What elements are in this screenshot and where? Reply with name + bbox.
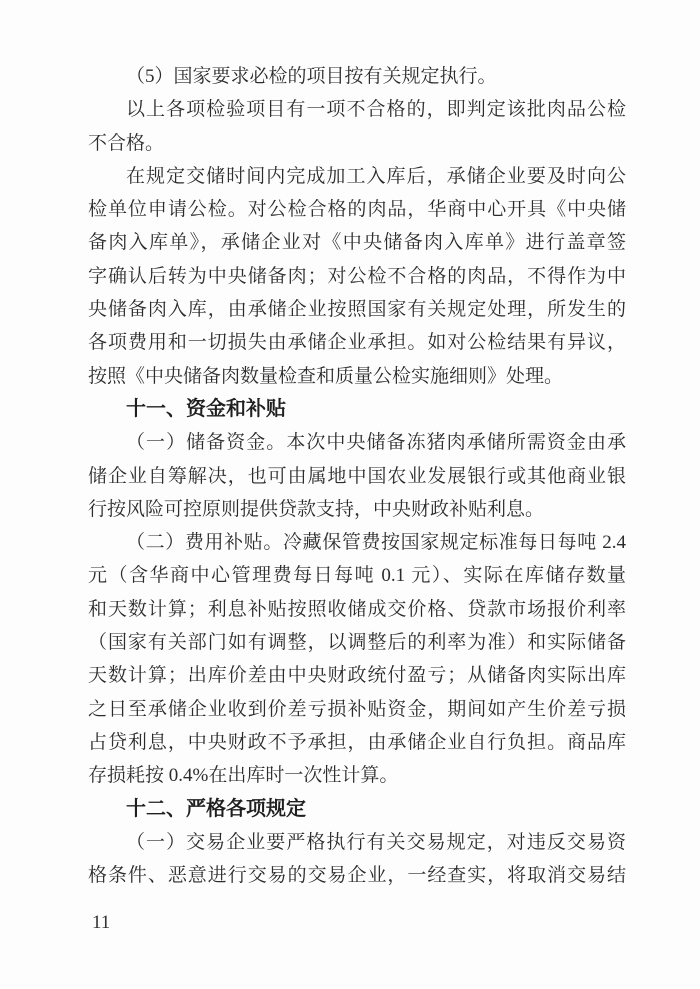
text-line: 字确认后转为中央储备肉；对公检不合格的肉品，不得作为中: [88, 265, 626, 287]
text-line: 以上各项检验项目有一项不合格的，即判定该批肉品公检: [126, 99, 626, 121]
text-line: 备肉入库单》，承储企业对《中央储备肉入库单》进行盖章签: [88, 232, 626, 254]
text-line: 检单位申请公检。对公检合格的肉品，华商中心开具《中央储: [88, 199, 626, 221]
text-line: 行按风险可控原则提供贷款支持，中央财政补贴利息。: [88, 498, 545, 520]
section-heading: 十一、资金和补贴: [126, 397, 286, 420]
text-line: 存损耗按 0.4%在出库时一次性计算。: [88, 765, 399, 787]
text-line: （一）交易企业要严格执行有关交易规定，对违反交易资: [126, 831, 626, 853]
text-line: （5）国家要求必检的项目按有关规定执行。: [126, 66, 497, 87]
text-line: 元（含华商中心管理费每日每吨 0.1 元）、实际在库储存数量: [88, 565, 626, 587]
text-line: 占贷利息，中央财政不予承担，由承储企业自行负担。商品库: [88, 731, 626, 753]
text-line: 各项费用和一切损失由承储企业承担。如对公检结果有异议，: [88, 332, 626, 354]
text-line: （二）费用补贴。冷藏保管费按国家规定标准每日每吨 2.4: [126, 532, 626, 554]
text-line: 央储备肉入库，由承储企业按照国家有关规定处理，所发生的: [88, 299, 626, 321]
section-heading: 十二、严格各项规定: [126, 797, 306, 820]
text-line: （国家有关部门如有调整，以调整后的利率为准）和实际储备: [88, 632, 626, 654]
text-line: 之日至承储企业收到价差亏损补贴资金，期间如产生价差亏损: [88, 698, 626, 720]
text-line: 格条件、恶意进行交易的交易企业，一经查实，将取消交易结: [88, 865, 626, 887]
text-line: 和天数计算；利息补贴按照收储成交价格、贷款市场报价利率: [88, 598, 626, 620]
text-line: 不合格。: [88, 132, 165, 154]
text-line: 在规定交储时间内完成加工入库后，承储企业要及时向公: [126, 165, 626, 187]
text-line: 天数计算；出库价差由中央财政统付盈亏；从储备肉实际出库: [88, 665, 626, 687]
text-line: 储企业自筹解决，也可由属地中国农业发展银行或其他商业银: [88, 465, 626, 487]
page-number: 11: [92, 912, 111, 933]
text-line: 按照《中央储备肉数量检查和质量公检实施细则》处理。: [88, 365, 564, 387]
document-body: [88, 60, 626, 892]
text-line: （一）储备资金。本次中央储备冻猪肉承储所需资金由承: [126, 432, 626, 454]
